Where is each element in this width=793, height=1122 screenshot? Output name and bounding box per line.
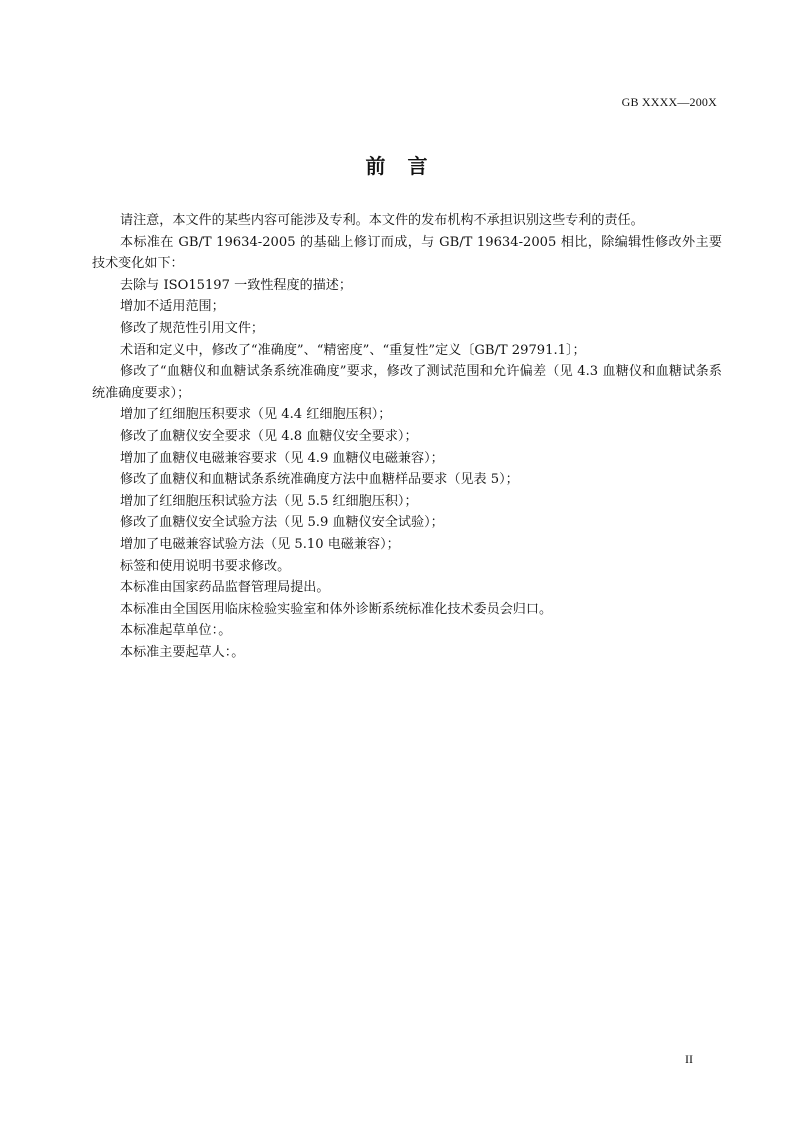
change-item: 修改了“血糖仪和血糖试条系统准确度”要求，修改了测试范围和允许偏差（见 4.3 血糖仪和血糖试条系统准确度要求）； <box>92 364 722 401</box>
change-item: 修改了血糖仪安全试验方法（见 5.9 血糖仪安全试验）； <box>120 515 444 531</box>
standard-code: GB XXXX—200X <box>621 95 717 109</box>
page-number: II <box>685 1052 693 1066</box>
change-item: 增加了血糖仪电磁兼容要求（见 4.9 血糖仪电磁兼容）； <box>120 450 444 466</box>
paragraph-technical-committee: 本标准由全国医用临床检验实验室和体外诊断系统标准化技术委员会归口。 <box>120 601 553 617</box>
paragraph-proposed-by: 本标准由国家药品监督管理局提出。 <box>120 580 330 596</box>
change-item: 修改了血糖仪安全要求（见 4.8 血糖仪安全要求）； <box>120 428 418 444</box>
paragraph-drafting-units: 本标准起草单位：。 <box>120 623 232 639</box>
change-item: 修改了规范性引用文件； <box>120 320 265 336</box>
change-item: 术语和定义中，修改了“准确度”、“精密度”、“重复性”定义〔GB/T 29791.1〕； <box>120 342 586 358</box>
change-item: 增加了红细胞压积要求（见 4.4 红细胞压积）； <box>120 407 392 423</box>
paragraph-revision-basis: 本标准在 GB/T 19634-2005 的基础上修订而成，与 GB/T 19634-2005 相比，除编辑性修改外主要技术变化如下： <box>92 234 722 272</box>
change-item: 修改了血糖仪和血糖试条系统准确度方法中血糖样品要求（见表 5）； <box>120 472 519 488</box>
paragraph-patent-notice: 请注意，本文件的某些内容可能涉及专利。本文件的发布机构不承担识别这些专利的责任。 <box>120 213 644 228</box>
change-item: 去除与 ISO15197 一致性程度的描述； <box>120 277 352 293</box>
change-item: 标签和使用说明书要求修改。 <box>120 558 291 574</box>
change-item: 增加了电磁兼容试验方法（见 5.10 电磁兼容）； <box>120 536 400 552</box>
change-item: 增加不适用范围； <box>120 299 225 315</box>
page-title: 前言 <box>365 154 450 178</box>
preface-body <box>92 210 722 663</box>
paragraph-drafters: 本标准主要起草人：。 <box>120 644 245 660</box>
change-item: 增加了红细胞压积试验方法（见 5.5 红细胞压积）； <box>120 493 418 509</box>
